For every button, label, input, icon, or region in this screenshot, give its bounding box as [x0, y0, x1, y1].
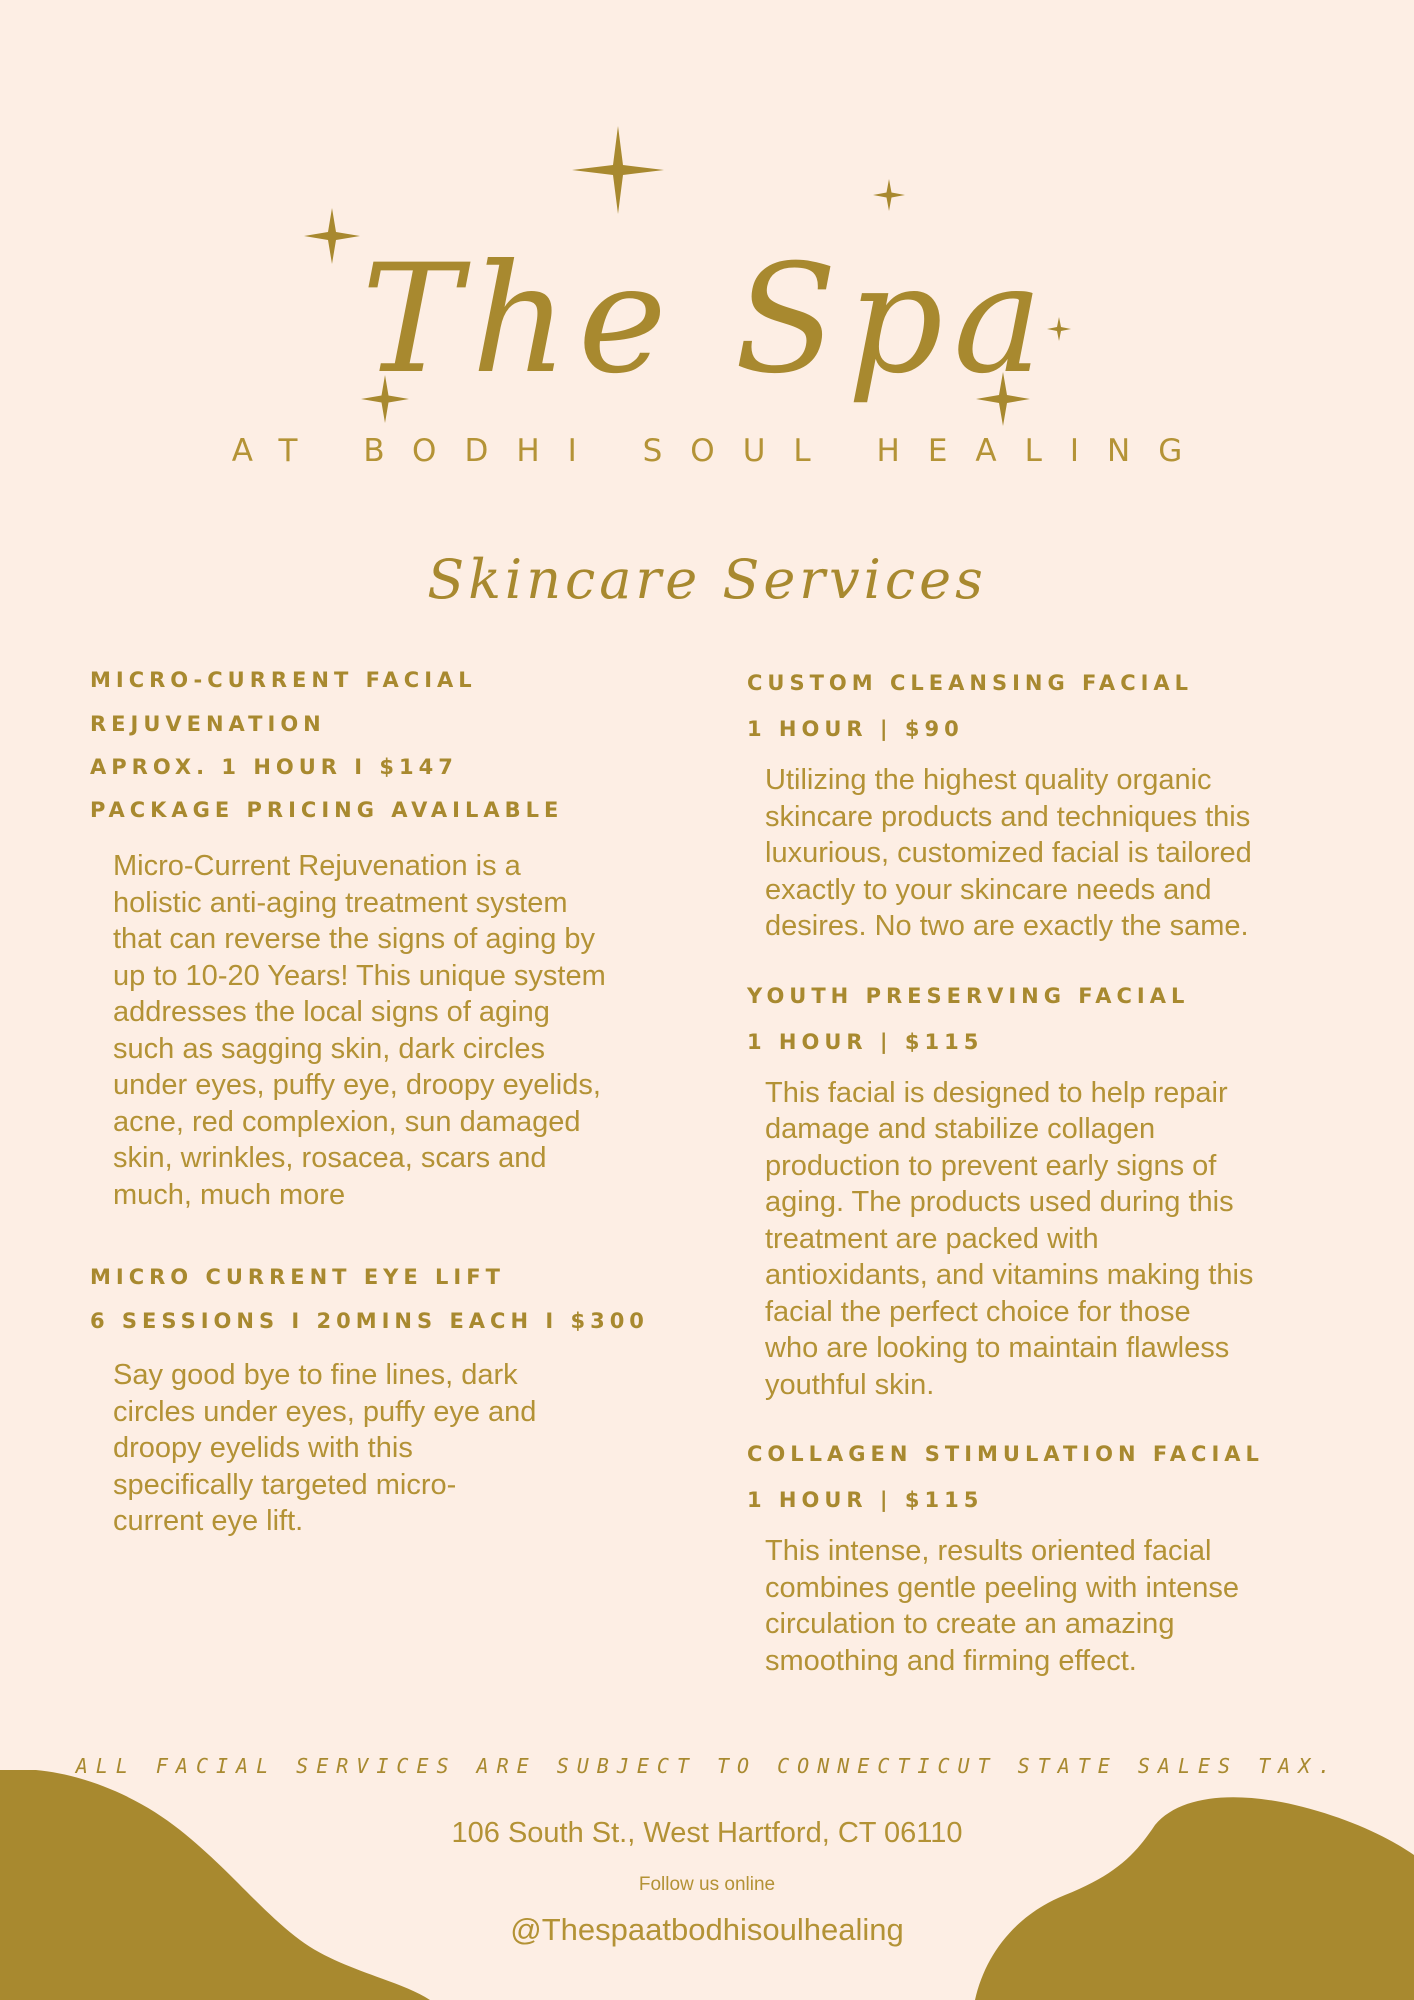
- service-name: REJUVENATION: [90, 712, 326, 736]
- description-line: under eyes, puffy eye, droopy eyelids,: [113, 1069, 601, 1101]
- description-line: current eye lift.: [113, 1505, 304, 1537]
- service-name: COLLAGEN STIMULATION FACIAL: [747, 1442, 1264, 1466]
- service-name: CUSTOM CLEANSING FACIAL: [747, 671, 1194, 695]
- service-name: MICRO CURRENT EYE LIFT: [90, 1265, 505, 1289]
- description-line: luxurious, customized facial is tailored: [765, 837, 1252, 869]
- description-line: circles under eyes, puffy eye and: [113, 1395, 537, 1428]
- service-micro-current-facial: [90, 658, 650, 1213]
- address: 106 South St., West Hartford, CT 06110: [451, 1817, 963, 1849]
- description-line: droopy eyelids with this: [113, 1432, 413, 1464]
- service-description: [765, 762, 1347, 945]
- service-price: 1 HOUR | $90: [747, 717, 964, 741]
- description-line: production to prevent early signs of: [765, 1149, 1217, 1182]
- service-price: 6 SESSIONS I 20MINS EACH I $300: [90, 1309, 649, 1333]
- description-line: desires. No two are exactly the same.: [765, 910, 1249, 942]
- description-line: exactly to your skincare needs and: [765, 873, 1212, 906]
- description-line: Utilizing the highest quality organic: [765, 764, 1212, 796]
- description-line: that can reverse the signs of aging by: [113, 923, 596, 955]
- description-line: Say good bye to fine lines, dark: [113, 1359, 518, 1391]
- service-name: YOUTH PRESERVING FACIAL: [747, 983, 1190, 1008]
- description-line: holistic anti-aging treatment system: [113, 886, 568, 919]
- description-line: This intense, results oriented facial: [765, 1535, 1212, 1567]
- description-line: who are looking to maintain flawless: [765, 1332, 1230, 1364]
- description-line: Micro-Current Rejuvenation is a: [113, 850, 521, 882]
- description-line: facial the perfect choice for those: [765, 1295, 1191, 1328]
- page-title: The Spa: [361, 233, 1053, 407]
- description-line: smoothing and firming effect.: [765, 1644, 1137, 1677]
- service-custom-cleansing-facial: [747, 660, 1347, 945]
- follow-label: Follow us online: [638, 1874, 776, 1895]
- description-line: circulation to create an amazing: [765, 1608, 1175, 1640]
- service-note: PACKAGE PRICING AVAILABLE: [90, 798, 564, 822]
- service-price: 1 HOUR | $115: [747, 1029, 984, 1054]
- service-price: APROX. 1 HOUR I $147: [90, 755, 458, 779]
- description-line: youthful skin.: [765, 1368, 935, 1401]
- left-column: [90, 658, 650, 1540]
- right-column: [747, 660, 1347, 1679]
- description-line: antioxidants, and vitamins making this: [765, 1259, 1254, 1291]
- sparkle-star-icon: [872, 178, 906, 212]
- service-collagen-stimulation-facial: [747, 1431, 1347, 1679]
- description-line: addresses the local signs of aging: [113, 996, 550, 1028]
- description-line: combines gentle peeling with intense: [765, 1571, 1239, 1604]
- sparkle-star-icon: [572, 124, 664, 216]
- service-micro-current-eye-lift: [90, 1255, 650, 1540]
- description-line: This facial is designed to help repair: [765, 1076, 1228, 1109]
- description-line: up to 10-20 Years! This unique system: [113, 959, 606, 992]
- description-line: treatment are packed with: [765, 1222, 1099, 1255]
- description-line: damage and stabilize collagen: [765, 1113, 1156, 1145]
- service-price: 1 HOUR | $115: [747, 1488, 984, 1512]
- service-description: [113, 848, 650, 1213]
- description-line: aging. The products used during this: [765, 1186, 1234, 1218]
- social-handle[interactable]: @Thespaatbodhisoulhealing: [510, 1912, 904, 1947]
- description-line: skin, wrinkles, rosacea, scars and: [113, 1142, 547, 1174]
- description-line: much, much more: [113, 1178, 346, 1211]
- service-name: MICRO-CURRENT FACIAL: [90, 668, 477, 692]
- service-youth-preserving-facial: [747, 973, 1347, 1404]
- description-line: specifically targeted micro-: [113, 1468, 457, 1501]
- service-description: [765, 1533, 1347, 1679]
- service-description: [765, 1075, 1347, 1404]
- description-line: such as sagging skin, dark circles: [113, 1032, 545, 1065]
- service-description: [113, 1357, 650, 1540]
- section-title: Skincare Services: [427, 548, 987, 611]
- tax-note: ALL FACIAL SERVICES ARE SUBJECT TO CONNECTICUT STATE SALES TAX.: [75, 1754, 1339, 1778]
- description-line: skincare products and techniques this: [765, 800, 1251, 833]
- page-subtitle: AT BODHI SOUL HEALING: [231, 433, 1211, 469]
- description-line: acne, red complexion, sun damaged: [113, 1105, 581, 1138]
